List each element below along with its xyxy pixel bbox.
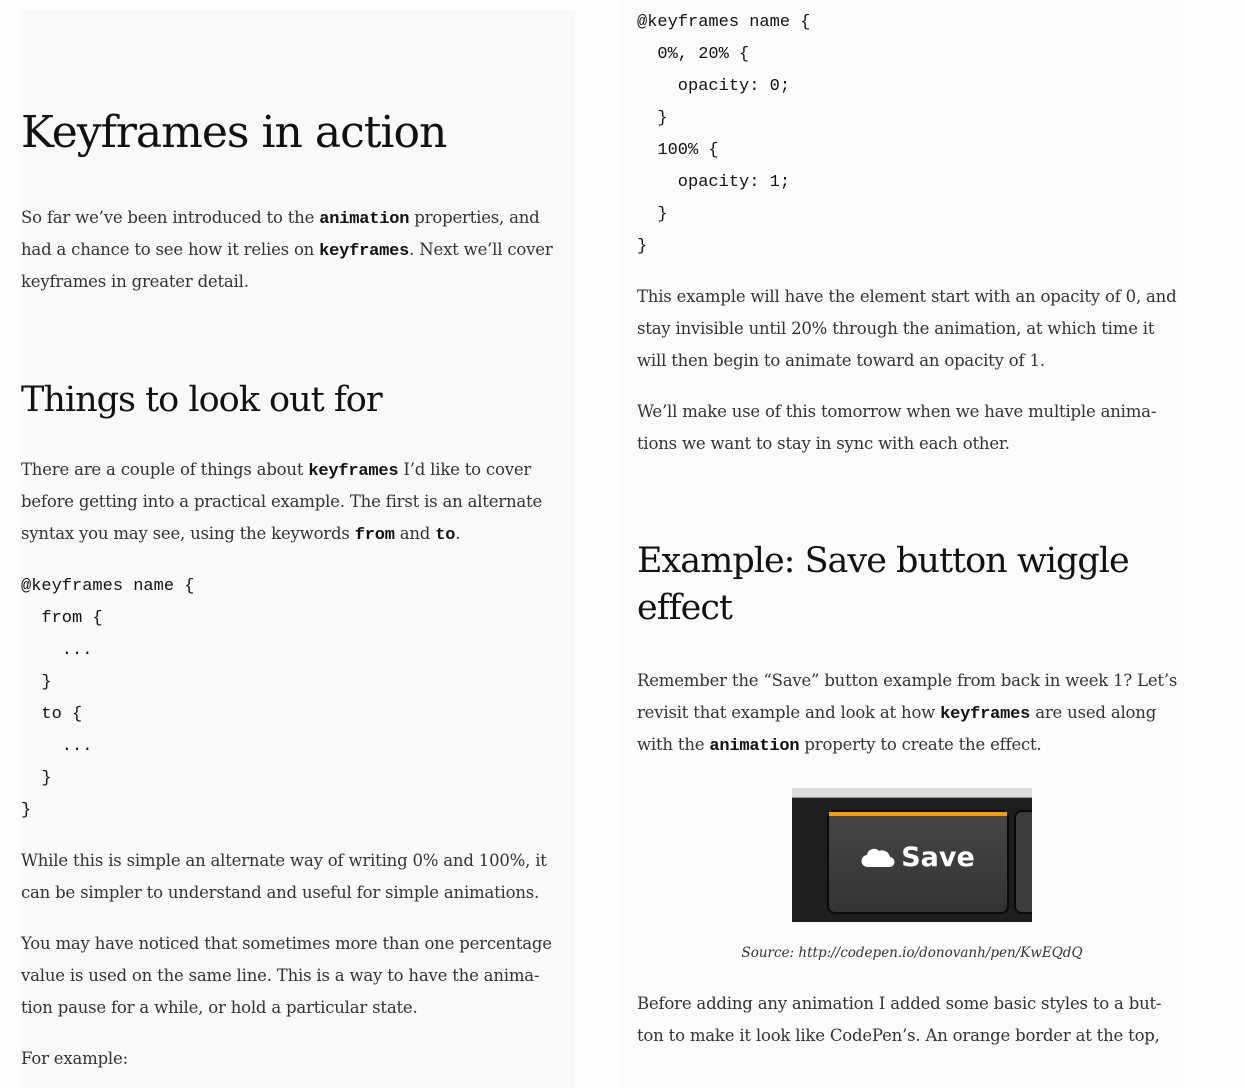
text: value is used on the same line. This is a way to have the anima-: [21, 966, 540, 985]
text: tion pause for a while, or hold a particular state.: [21, 998, 418, 1017]
paragraph: [21, 928, 581, 1024]
heading-line: Example: Save button wiggle: [637, 541, 1129, 581]
text: and: [394, 524, 436, 543]
paragraph: [637, 665, 1197, 761]
text: keyframes in greater detail.: [21, 272, 249, 291]
inline-code: to: [435, 526, 456, 545]
text-line: [21, 454, 581, 486]
code-line: }: [637, 109, 668, 128]
inline-code: keyframes: [319, 242, 410, 261]
code-line: from {: [21, 609, 103, 628]
text: properties, and: [409, 208, 540, 227]
text: .: [455, 524, 461, 543]
paragraph: [21, 454, 581, 550]
code-line: 0%, 20% {: [637, 45, 750, 64]
code-line: }: [637, 237, 648, 256]
text: While this is simple an alternate way of writing 0% and 100%, it: [21, 851, 547, 870]
text-line: [21, 518, 581, 550]
text: ton to make it look like CodePen’s. An orange border at the top,: [637, 1026, 1160, 1045]
code-line: to {: [21, 705, 83, 724]
code-line: @keyframes name {: [21, 577, 195, 596]
text: syntax you may see, using the keywords: [21, 524, 355, 543]
text-line: [637, 697, 1197, 729]
section-heading-things-to-look-out-for: Things to look out for: [21, 380, 382, 420]
code-line: }: [21, 673, 52, 692]
text: . Next we’ll cover: [409, 240, 553, 259]
text-line: [21, 486, 581, 518]
heading-line: effect: [637, 588, 733, 628]
paragraph: [637, 281, 1197, 377]
section-heading-keyframes-in-action: Keyframes in action: [21, 107, 447, 158]
inline-code: animation: [709, 737, 800, 756]
code-line: @keyframes name {: [637, 13, 811, 32]
text: We’ll make use of this tomorrow when we have multiple anima-: [637, 402, 1157, 421]
paragraph: [21, 845, 581, 909]
toolbar-strip: [792, 788, 1032, 798]
code-line: 100% {: [637, 141, 719, 160]
text: This example will have the element start with an opacity of 0, and: [637, 287, 1177, 306]
text: revisit that example and look at how: [637, 703, 941, 722]
code-line: }: [637, 205, 668, 224]
paragraph: [637, 988, 1197, 1052]
inline-code: keyframes: [308, 462, 399, 481]
text: There are a couple of things about: [21, 460, 309, 479]
text-line: [21, 877, 581, 909]
text-line: [637, 396, 1197, 428]
text-line: [21, 202, 581, 234]
text: Before adding any animation I added some basic styles to a but-: [637, 994, 1162, 1013]
text-line: [21, 1043, 581, 1075]
text: property to create the effect.: [799, 735, 1042, 754]
text-line: [21, 928, 581, 960]
code-line: }: [21, 769, 52, 788]
text: Remember the “Save” button example from back in week 1? Let’s: [637, 671, 1178, 690]
code-line: opacity: 0;: [637, 77, 791, 96]
text-line: [637, 281, 1197, 313]
text-line: [637, 313, 1197, 345]
text-line: [637, 345, 1197, 377]
paragraph: [21, 202, 581, 298]
save-button-screenshot: [792, 788, 1032, 922]
code-line: }: [21, 801, 32, 820]
adjacent-button-image: [1014, 810, 1032, 914]
text-line: [637, 665, 1197, 697]
text: had a chance to see how it relies on: [21, 240, 320, 259]
text: with the: [637, 735, 710, 754]
text: can be simpler to understand and useful for simple animations.: [21, 883, 540, 902]
text-line: [21, 960, 581, 992]
save-button-image: [827, 810, 1009, 914]
text: will then begin to animate toward an opacity of 1.: [637, 351, 1045, 370]
code-line: ...: [21, 641, 93, 660]
cloud-icon: [861, 846, 895, 868]
text: You may have noticed that sometimes more than one percentage: [21, 934, 552, 953]
inline-code: keyframes: [940, 705, 1031, 724]
text: I’d like to cover: [398, 460, 532, 479]
text-line: [637, 1020, 1197, 1052]
text: before getting into a practical example. The first is an alternate: [21, 492, 543, 511]
save-label: Save: [901, 842, 975, 873]
text-line: [21, 234, 581, 266]
text-line: [637, 988, 1197, 1020]
text-line: [637, 428, 1197, 460]
text-line: [637, 729, 1197, 761]
text-line: [21, 992, 581, 1024]
text: tions we want to stay in sync with each other.: [637, 434, 1010, 453]
text: So far we’ve been introduced to the: [21, 208, 320, 227]
code-line: opacity: 1;: [637, 173, 791, 192]
code-block: [21, 571, 581, 827]
text-line: [21, 845, 581, 877]
text-line: [21, 266, 581, 298]
inline-code: from: [354, 526, 395, 545]
paragraph: [637, 396, 1197, 460]
section-heading-save-button-example: [637, 538, 1197, 632]
image-caption: Source: http://codepen.io/donovanh/pen/KwEQdQ: [741, 945, 1083, 961]
text: are used along: [1030, 703, 1157, 722]
inline-code: animation: [319, 210, 410, 229]
text: stay invisible until 20% through the animation, at which time it: [637, 319, 1155, 338]
code-block: [637, 7, 1197, 263]
text: For example:: [21, 1049, 128, 1068]
code-line: ...: [21, 737, 93, 756]
paragraph: [21, 1043, 581, 1075]
orange-top-border: [829, 812, 1007, 816]
